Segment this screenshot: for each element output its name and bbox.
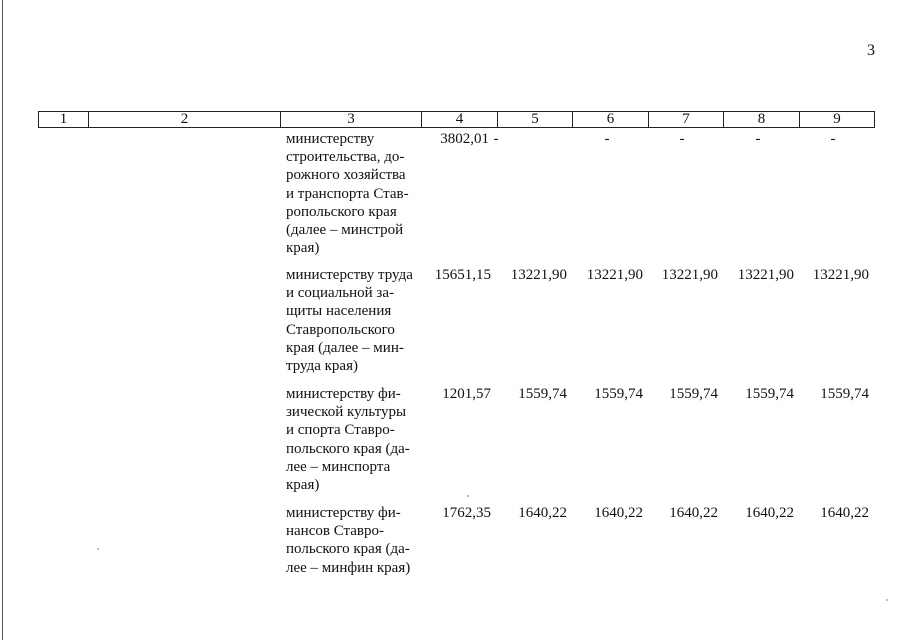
column-number: 4: [422, 112, 498, 128]
cell-value: 1201,57: [442, 386, 491, 402]
cell-value: 1559,74: [518, 386, 567, 402]
cell-value: 1559,74: [745, 386, 794, 402]
column-number: 3: [281, 112, 422, 128]
cell-value: 1762,35: [442, 505, 491, 521]
row-description: министерству фи- зической культуры и спорта Ставро- польского края (да- лее – минспорта края): [286, 386, 410, 494]
cell-value: 1640,22: [669, 505, 718, 521]
column-number: 8: [724, 112, 800, 128]
cell-value: 13221,90: [510, 267, 567, 283]
column-number-header: [38, 111, 875, 128]
column-number: 9: [800, 112, 875, 128]
cell-value: 1559,74: [669, 386, 718, 402]
cell-value: 1640,22: [518, 505, 567, 521]
cell-value: -: [493, 131, 499, 147]
cell-value: 1640,22: [820, 505, 869, 521]
cell-value: 13221,90: [812, 267, 869, 283]
column-number: 2: [89, 112, 281, 128]
cell-value: 3802,01: [440, 131, 489, 147]
scan-speck: [97, 548, 99, 550]
column-number: 5: [498, 112, 573, 128]
scan-speck: [467, 495, 469, 497]
page-left-edge: [2, 0, 3, 640]
row-description: министерству труда и социальной за- щиты населения Ставропольского края (далее – мин- труда края): [286, 267, 413, 375]
cell-value: 13221,90: [661, 267, 718, 283]
column-number: 7: [649, 112, 724, 128]
cell-value: 13221,90: [737, 267, 794, 283]
cell-value: -: [604, 131, 610, 147]
column-number: 6: [573, 112, 649, 128]
cell-value: -: [755, 131, 761, 147]
column-number: 1: [39, 112, 89, 128]
page-number: 3: [867, 42, 875, 59]
cell-value: -: [830, 131, 836, 147]
row-description: министерству фи- нансов Ставро- польского края (да- лее – минфин края): [286, 505, 411, 576]
cell-value: 13221,90: [586, 267, 643, 283]
cell-value: 1559,74: [820, 386, 869, 402]
cell-value: 15651,15: [434, 267, 491, 283]
cell-value: -: [679, 131, 685, 147]
cell-value: 1559,74: [594, 386, 643, 402]
cell-value: 1640,22: [745, 505, 794, 521]
row-description: министерству строительства, до- рожного хозяйства и транспорта Став- ропольского края (далее – минстрой края): [286, 131, 409, 257]
scan-speck: [886, 599, 888, 601]
cell-value: 1640,22: [594, 505, 643, 521]
